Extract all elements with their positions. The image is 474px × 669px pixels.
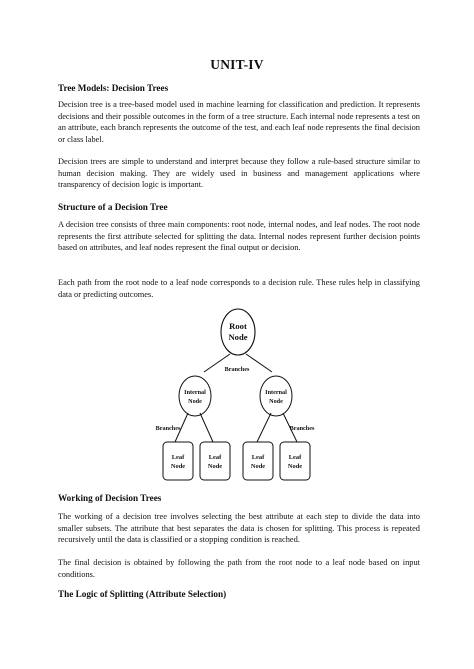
leaf-node-2-box bbox=[200, 442, 230, 480]
internal-node-left-ellipse bbox=[179, 376, 211, 416]
branches-label-left: Branches bbox=[155, 425, 181, 432]
root-node-label-1: Root bbox=[229, 321, 247, 331]
internal-node-left-label-1: Internal bbox=[184, 389, 206, 396]
leaf-node-3-label-1: Leaf bbox=[251, 454, 265, 461]
branches-label-top: Branches bbox=[224, 366, 250, 373]
edge-internal-right-to-leaf-3 bbox=[257, 413, 271, 442]
section-heading-structure: Structure of a Decision Tree bbox=[58, 202, 168, 212]
leaf-node-1-label-2: Node bbox=[170, 463, 186, 470]
decision-tree-diagram bbox=[140, 308, 340, 488]
internal-node-right-ellipse bbox=[260, 376, 292, 416]
internal-node-right-label-2: Node bbox=[269, 398, 283, 405]
leaf-node-3-box bbox=[243, 442, 273, 480]
section-heading-working: Working of Decision Trees bbox=[58, 493, 162, 503]
root-node-label-2: Node bbox=[228, 332, 248, 342]
internal-node-right-label-1: Internal bbox=[265, 389, 287, 396]
paragraph-final-decision: The final decision is obtained by following the path from the root node to a leaf node based on input conditions. bbox=[58, 558, 420, 579]
edge-root-to-internal-right bbox=[246, 354, 272, 372]
paragraph-decision-tree-definition: Decision tree is a tree-based model used in machine learning for classification and prediction. It represents decisions and their possible outcomes in the form of a tree structure. Each internal node represents a test on an attribute, each branch represents the outcome of the test, and each leaf node represents the final decision or class label. bbox=[58, 100, 420, 144]
leaf-node-4-label-2: Node bbox=[287, 463, 303, 470]
page-title: UNIT-IV bbox=[210, 57, 264, 72]
section-heading-logic-of-splitting: The Logic of Splitting (Attribute Selection) bbox=[58, 589, 227, 599]
paragraph-structure-components: A decision tree consists of three main components: root node, internal nodes, and leaf nodes. The root node represents the first attribute selected for splitting the data. Internal nodes represent further decision points based on attributes, and leaf nodes represent the final output or decision. bbox=[58, 220, 420, 253]
branches-label-right: Branches bbox=[289, 425, 315, 432]
leaf-node-1-label-1: Leaf bbox=[171, 454, 185, 461]
paragraph-decision-rules: Each path from the root node to a leaf node corresponds to a decision rule. These rules help in classifying data or predicting outcomes. bbox=[58, 278, 420, 299]
section-heading-tree-models: Tree Models: Decision Trees bbox=[58, 83, 169, 93]
leaf-node-3-label-2: Node bbox=[250, 463, 266, 470]
edge-internal-left-to-leaf-2 bbox=[200, 413, 213, 442]
leaf-node-4-label-1: Leaf bbox=[288, 454, 302, 461]
leaf-node-1-box bbox=[163, 442, 193, 480]
leaf-node-4-box bbox=[280, 442, 310, 480]
paragraph-working-process: The working of a decision tree involves selecting the best attribute at each step to divide the data into smaller subsets. The attribute that best separates the data is chosen for splitting. This process is repeated recursively until the data is classified or a stopping condition is reached. bbox=[58, 512, 420, 545]
leaf-node-2-label-2: Node bbox=[207, 463, 223, 470]
paragraph-decision-tree-interpretability: Decision trees are simple to understand and interpret because they follow a rule-based structure similar to human decision making. They are widely used in business and management applications where transparency of decision logic is important. bbox=[58, 157, 420, 190]
internal-node-left-label-2: Node bbox=[188, 398, 202, 405]
leaf-node-2-label-1: Leaf bbox=[208, 454, 222, 461]
